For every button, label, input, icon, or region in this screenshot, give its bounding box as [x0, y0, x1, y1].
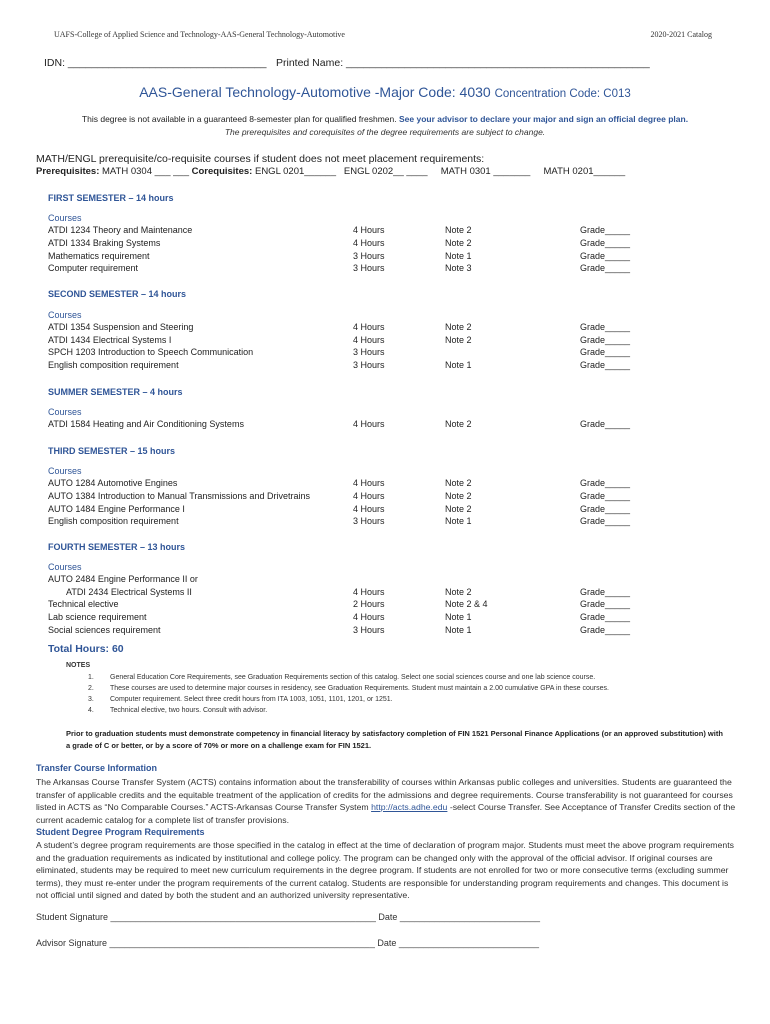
course-note: Note 2	[445, 322, 472, 332]
course-hours: 3 Hours	[353, 263, 385, 273]
course-note: Note 2	[445, 587, 472, 597]
course-row	[48, 625, 688, 638]
course-note: Note 1	[445, 625, 472, 635]
course-hours: 4 Hours	[353, 335, 385, 345]
course-note: Note 2 & 4	[445, 599, 488, 609]
course-grade[interactable]: Grade_____	[580, 225, 631, 235]
course-note: Note 3	[445, 263, 472, 273]
course-row	[48, 238, 688, 251]
prereq-label: Prerequisites:	[36, 166, 100, 177]
course-row	[48, 251, 688, 264]
course-row	[48, 335, 688, 348]
course-name: Lab science requirement	[48, 612, 147, 622]
course-note: Note 1	[445, 360, 472, 370]
course-row	[48, 612, 688, 625]
note-number: 3.	[88, 696, 94, 703]
course-grade[interactable]: Grade_____	[580, 335, 631, 345]
course-grade[interactable]: Grade_____	[580, 263, 631, 273]
course-row-or	[48, 574, 688, 587]
catalog-header-year: 2020-2021 Catalog	[650, 30, 712, 39]
note-text: Technical elective, two hours. Consult with advisor.	[110, 707, 268, 714]
courses-label: Courses	[48, 562, 82, 572]
semester-title: FIRST SEMESTER – 14 hours	[48, 193, 174, 203]
course-name: AUTO 1284 Automotive Engines	[48, 478, 178, 488]
course-row	[48, 587, 688, 600]
course-row	[48, 322, 688, 335]
course-note: Note 2	[445, 238, 472, 248]
course-row	[48, 516, 688, 529]
course-grade[interactable]: Grade_____	[580, 251, 631, 261]
course-hours: 4 Hours	[353, 322, 385, 332]
course-note: Note 2	[445, 504, 472, 514]
idn-field[interactable]: IDN: __________________________________	[44, 57, 267, 69]
course-row	[48, 504, 688, 517]
course-note: Note 1	[445, 612, 472, 622]
page-title	[0, 84, 770, 100]
course-note: Note 2	[445, 478, 472, 488]
course-hours: 2 Hours	[353, 599, 385, 609]
course-hours: 3 Hours	[353, 516, 385, 526]
course-name: AUTO 1384 Introduction to Manual Transmissions and Drivetrains	[48, 491, 310, 501]
course-row	[48, 419, 688, 432]
course-note: Note 1	[445, 251, 472, 261]
note-text: Computer requirement. Select three credit hours from ITA 1003, 1051, 1101, 1201, or 1251.	[110, 696, 393, 703]
course-hours: 4 Hours	[353, 504, 385, 514]
course-name: ATDI 1234 Theory and Maintenance	[48, 225, 193, 235]
graduation-requirement: Prior to graduation students must demonstrate competency in financial literacy by satisfactory completion of FIN 1521 Personal Finance Applications (or an approved substitution) with a grade of C or better, or by a score of 70% or more on a challenge exam for FIN 1521.	[66, 729, 723, 750]
course-row	[48, 225, 688, 238]
course-name: ATDI 1354 Suspension and Steering	[48, 322, 194, 332]
course-name: English composition requirement	[48, 516, 179, 526]
course-name: AUTO 2484 Engine Performance II or	[48, 574, 198, 584]
course-hours: 4 Hours	[353, 587, 385, 597]
courses-label: Courses	[48, 213, 82, 223]
degree-req-title: Student Degree Program Requirements	[36, 827, 205, 837]
course-row	[48, 263, 688, 276]
course-grade[interactable]: Grade_____	[580, 360, 631, 370]
advisor-signature-line[interactable]: Advisor Signature _____________________________________________________ Date ____________________________	[36, 938, 539, 948]
course-grade[interactable]: Grade_____	[580, 478, 631, 488]
course-hours: 3 Hours	[353, 347, 385, 357]
degree-req-text: A student’s degree program requirements are those specified in the catalog in effect at the time of declaration of program major. Students must meet the above program requirements and the graduation requirements as indicated by institutional and college policy. The program can be changed only with the approval of the official advisor. If original courses are eliminated, students may be required to meet new curriculum requirements in the degree program. If students are not enrolled for two or more consecutive terms (excluding summer terms), they must re-enter under the program requirements of the current catalog. Students are responsible for understanding program requirements and changes. This document is not official until signed and dated by both the student and an authorized university representative.	[36, 840, 734, 901]
course-row	[48, 478, 688, 491]
course-grade[interactable]: Grade_____	[580, 587, 631, 597]
course-hours: 4 Hours	[353, 225, 385, 235]
course-hours: 4 Hours	[353, 612, 385, 622]
transfer-text	[36, 776, 736, 826]
course-name: ATDI 2434 Electrical Systems II	[66, 587, 192, 597]
transfer-text-before: The Arkansas Course Transfer System (ACTS) contains information about the transferability of courses within Arkansas public colleges and universities. Students are guaranteed the transfer of applicable credits and the equitable treatment of the application of credits for the admissions and degree requirements. Course transferability is not guaranteed for courses listed in ACTS as “No Comparable Courses.” ACTS-Arkansas Course Transfer System	[36, 777, 733, 813]
prereq-line	[36, 166, 625, 177]
note-number: 1.	[88, 674, 94, 681]
total-hours: Total Hours: 60	[48, 643, 124, 655]
acts-link[interactable]: http://acts.adhe.edu	[371, 802, 448, 813]
notice-italic: The prerequisites and corequisites of the degree requirements are subject to change.	[224, 127, 546, 137]
course-name: AUTO 1484 Engine Performance I	[48, 504, 185, 514]
course-row	[48, 491, 688, 504]
courses-label: Courses	[48, 310, 82, 320]
course-grade[interactable]: Grade_____	[580, 419, 631, 429]
semester-title: SUMMER SEMESTER – 4 hours	[48, 387, 183, 397]
course-hours: 4 Hours	[353, 419, 385, 429]
degree-notice	[0, 114, 770, 124]
course-note: Note 2	[445, 335, 472, 345]
course-grade[interactable]: Grade_____	[580, 612, 631, 622]
transfer-title: Transfer Course Information	[36, 763, 158, 773]
coreq-value: ENGL 0201______ ENGL 0202__ ____ MATH 0301 _______ MATH 0201______	[254, 166, 626, 177]
semester-title: FOURTH SEMESTER – 13 hours	[48, 542, 186, 552]
course-grade[interactable]: Grade_____	[580, 238, 631, 248]
course-name: Technical elective	[48, 599, 119, 609]
course-grade[interactable]: Grade_____	[580, 625, 631, 635]
course-hours: 4 Hours	[353, 238, 385, 248]
course-name: ATDI 1334 Braking Systems	[48, 238, 161, 248]
course-grade[interactable]: Grade_____	[580, 347, 631, 357]
course-name: English composition requirement	[48, 360, 179, 370]
prereq-heading: MATH/ENGL prerequisite/co-requisite courses if student does not meet placement requirements:	[36, 153, 485, 165]
course-row	[48, 599, 688, 612]
course-grade[interactable]: Grade_____	[580, 599, 631, 609]
note-text: General Education Core Requirements, see Graduation Requirements section of this catalog. Select one social sciences course and one lab science course.	[110, 674, 596, 681]
course-hours: 3 Hours	[353, 360, 385, 370]
course-name: Computer requirement	[48, 263, 139, 273]
course-grade[interactable]: Grade_____	[580, 491, 631, 501]
coreq-label: Corequisites:	[191, 166, 253, 177]
course-note: Note 2	[445, 491, 472, 501]
concentration-code: Concentration Code: C013	[494, 88, 631, 100]
course-grade[interactable]: Grade_____	[580, 504, 631, 514]
course-name: ATDI 1584 Heating and Air Conditioning Systems	[48, 419, 244, 429]
notice-advisor: See your advisor to declare your major and sign an official degree plan.	[398, 114, 689, 124]
course-name: SPCH 1203 Introduction to Speech Communication	[48, 347, 254, 357]
transfer-text-after: -select Course Transfer. See Acceptance of Transfer Credits section of the current academic catalog for a complete list of transfer provisions.	[36, 802, 736, 825]
notes-heading: NOTES	[66, 662, 91, 669]
notice-plain: This degree is not available in a guaranteed 8-semester plan for qualified freshmen.	[81, 114, 397, 124]
semester-title: THIRD SEMESTER – 15 hours	[48, 446, 176, 456]
catalog-header-left: UAFS-College of Applied Science and Technology-AAS-General Technology-Automotive	[54, 30, 345, 39]
course-row	[48, 360, 688, 373]
printed-name-field[interactable]: Printed Name: ____________________________________________________	[276, 57, 650, 69]
courses-label: Courses	[48, 407, 82, 417]
course-name: Mathematics requirement	[48, 251, 150, 261]
course-name: Social sciences requirement	[48, 625, 161, 635]
course-name: ATDI 1434 Electrical Systems I	[48, 335, 172, 345]
course-hours: 3 Hours	[353, 625, 385, 635]
course-note: Note 1	[445, 516, 472, 526]
student-signature-line[interactable]: Student Signature _____________________________________________________ Date ____________________________	[36, 912, 540, 922]
course-row	[48, 347, 688, 360]
course-note: Note 2	[445, 225, 472, 235]
note-number: 2.	[88, 685, 94, 692]
course-grade[interactable]: Grade_____	[580, 516, 631, 526]
title-main: AAS-General Technology-Automotive -Major Code: 4030	[139, 84, 491, 100]
course-grade[interactable]: Grade_____	[580, 322, 631, 332]
course-hours: 3 Hours	[353, 251, 385, 261]
course-note: Note 2	[445, 419, 472, 429]
course-hours: 4 Hours	[353, 478, 385, 488]
prereq-value: MATH 0304 ___ ___	[102, 166, 189, 177]
course-hours: 4 Hours	[353, 491, 385, 501]
note-number: 4.	[88, 707, 94, 714]
courses-label: Courses	[48, 466, 82, 476]
note-text: These courses are used to determine major courses in residency, see Graduation Requirements. Student must maintain a 2.00 cumulative GPA in these courses.	[110, 685, 609, 692]
semester-title: SECOND SEMESTER – 14 hours	[48, 289, 187, 299]
